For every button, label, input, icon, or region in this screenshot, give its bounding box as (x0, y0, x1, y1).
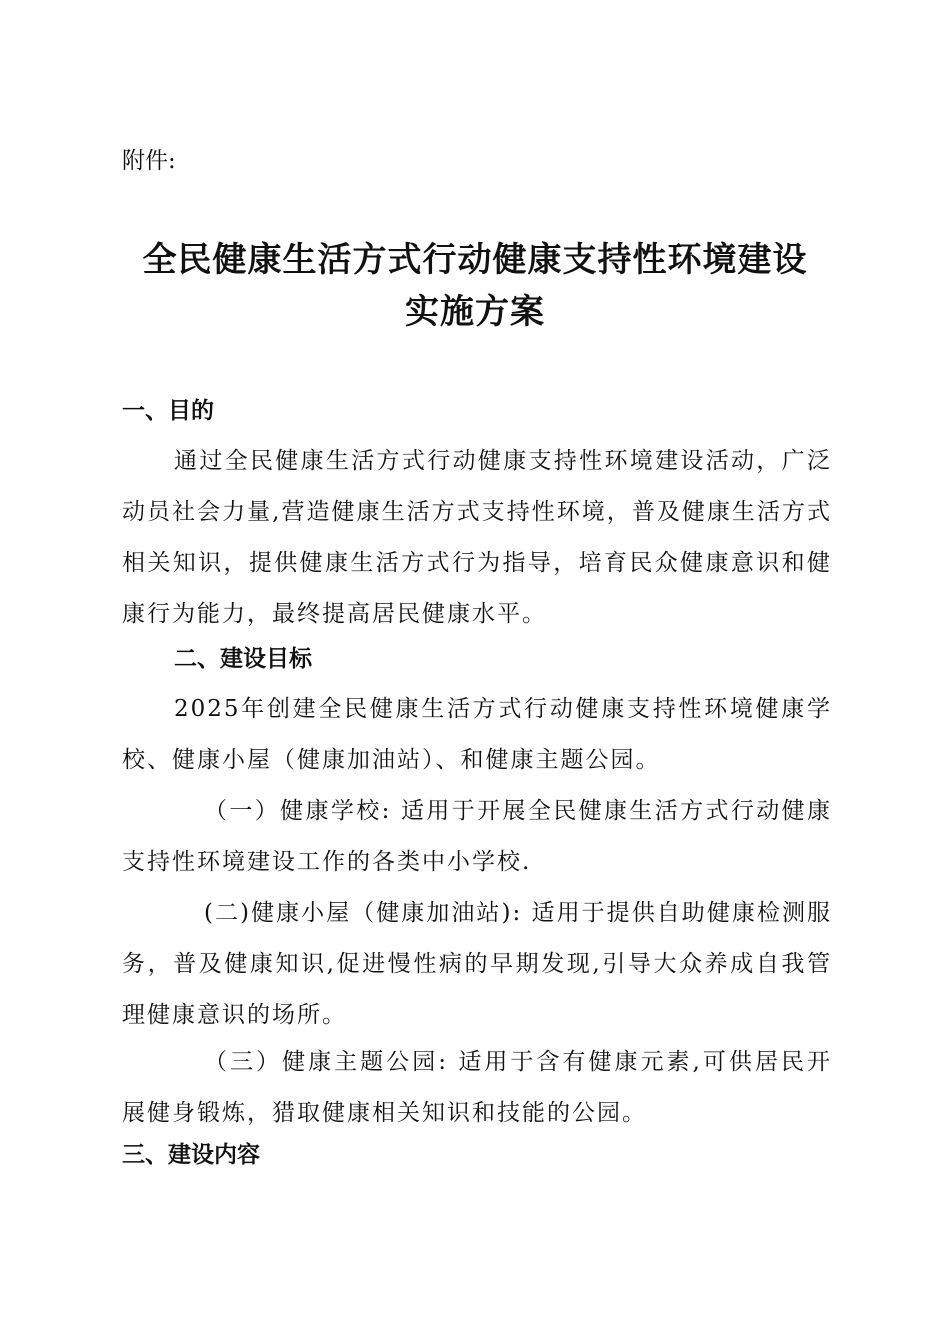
attachment-label: 附件: (122, 148, 176, 174)
section3-heading: 三、建设内容 (122, 1142, 260, 1168)
document-title-line1: 全民健康生活方式行动健康支持性环境建设 (142, 240, 808, 280)
section2-item3: （三）健康主题公园: 适用于含有健康元素,可供居民开展健身锻炼，猎取健康相关知识和技能的公园。 (122, 1049, 832, 1126)
section1-paragraph: 通过全民健康生活方式行动健康支持性环境建设活动，广泛动员社会力量,营造健康生活方式支持性环境，普及健康生活方式相关知识，提供健康生活方式行为指导，培育民众健康意识和健康行为能力，最终提高居民健康水平。 (122, 448, 832, 627)
section2-heading: 二、建设目标 (174, 646, 312, 672)
section2-paragraph: 2025年创建全民健康生活方式行动健康支持性环境健康学校、健康小屋（健康加油站）、和健康主题公园。 (122, 696, 832, 773)
document-title-line2: 实施方案 (405, 292, 545, 332)
section2-item1: （一）健康学校: 适用于开展全民健康生活方式行动健康支持性环境建设工作的各类中小学校. (122, 798, 832, 875)
section1-heading: 一、目的 (122, 398, 214, 424)
section2-item2: (二)健康小屋（健康加油站): 适用于提供自助健康检测服务，普及健康知识,促进慢性病的早期发现,引导大众养成自我管理健康意识的场所。 (122, 900, 832, 1028)
